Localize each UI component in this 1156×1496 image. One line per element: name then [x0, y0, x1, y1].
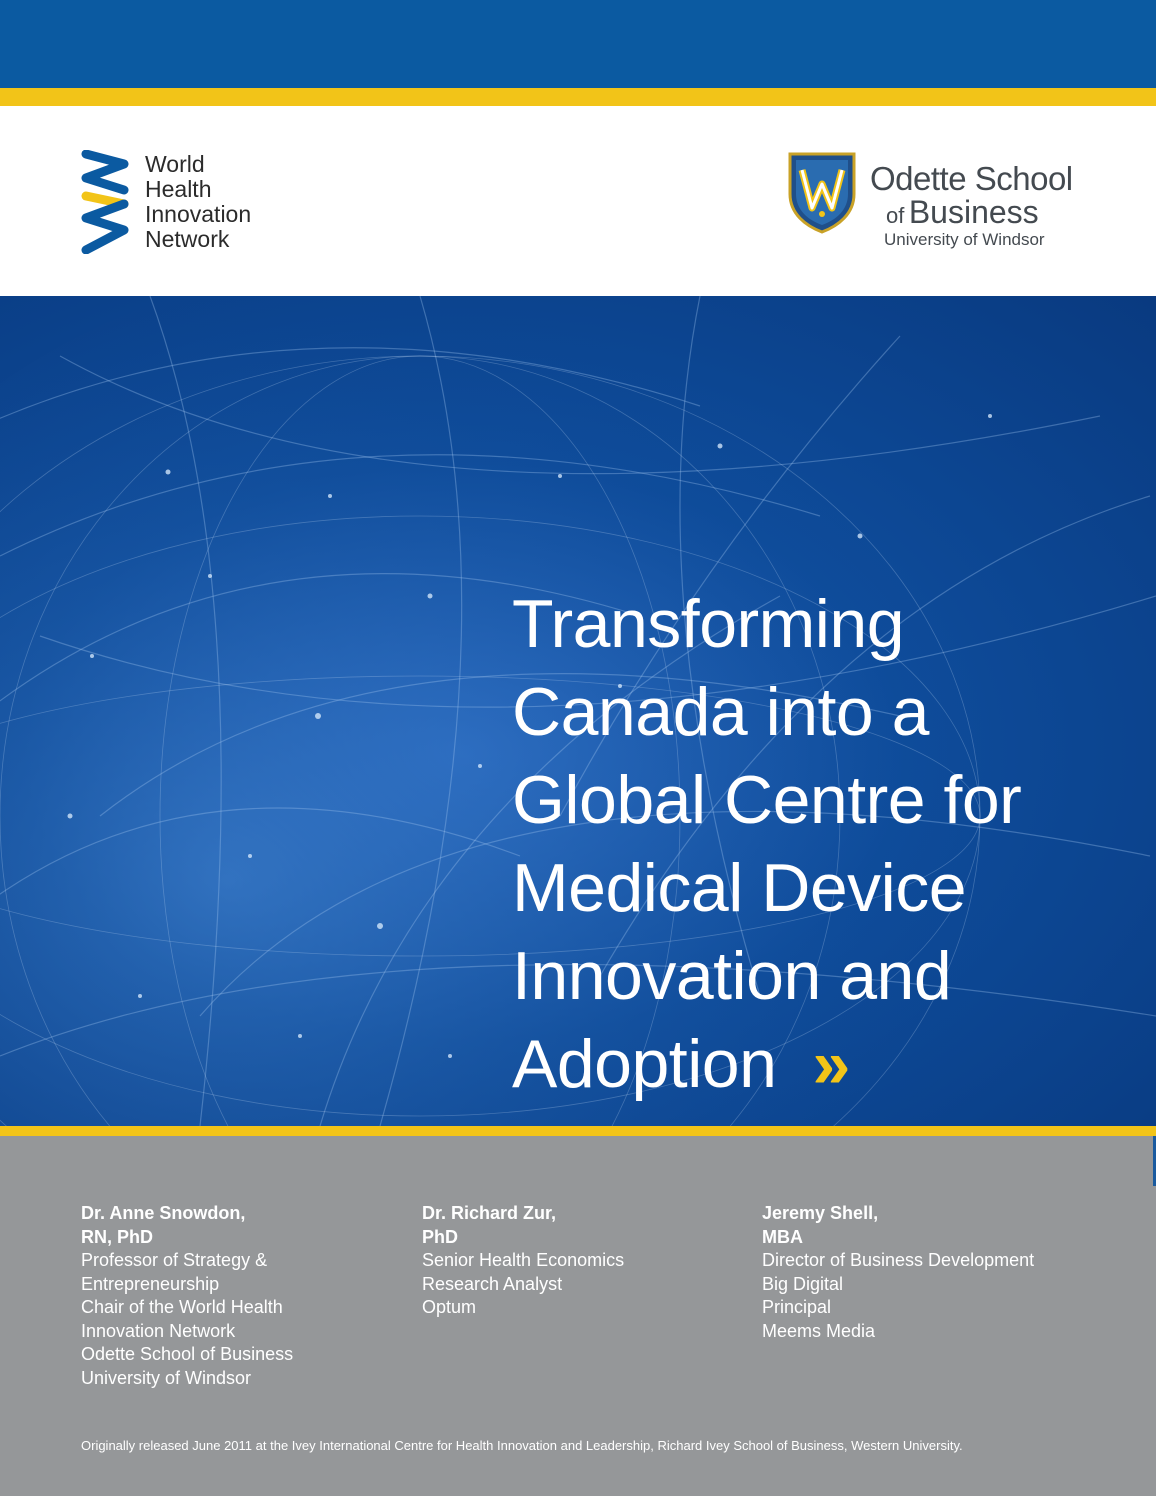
- author-detail: Professor of Strategy &: [81, 1250, 268, 1270]
- release-note: Originally released June 2011 at the Ivey International Centre for Health Innovation and Leadership, Richard Ivey School of Business, Western University.: [81, 1438, 963, 1453]
- title-line-6: [512, 1020, 1132, 1108]
- odette-university-name: University of Windsor: [884, 230, 1045, 249]
- author-name: Dr. Anne Snowdon,: [81, 1203, 246, 1223]
- whin-line-world: World: [145, 151, 205, 177]
- title-line-2: Canada into a: [512, 674, 929, 750]
- author-detail: Big Digital: [762, 1273, 844, 1294]
- whin-line-innovation: Innovation: [145, 201, 252, 227]
- author-credentials: MBA: [762, 1226, 803, 1247]
- odette-school-name: Odette School: [870, 160, 1073, 197]
- author-detail: Meems Media: [762, 1320, 876, 1341]
- author-detail: Chair of the World Health: [81, 1297, 283, 1317]
- odette-business-line: [886, 194, 1039, 231]
- author-name: Dr. Richard Zur,: [422, 1203, 557, 1223]
- title-line-6-text: Adoption: [512, 1026, 777, 1102]
- whin-line-network: Network: [145, 226, 230, 252]
- whin-line-health: Health: [145, 176, 212, 202]
- odette-business: Business: [908, 194, 1039, 230]
- author-credentials: PhD: [422, 1226, 458, 1247]
- whin-logo-text: [145, 152, 251, 252]
- top-gold-stripe: [0, 88, 1156, 106]
- author-detail: Principal: [762, 1297, 832, 1317]
- author-detail: Odette School of Business: [81, 1344, 294, 1364]
- author-detail: Optum: [422, 1297, 477, 1317]
- author-block-snowdon: [81, 1202, 401, 1390]
- authors-footer: [0, 1136, 1156, 1496]
- title-line-5: Innovation and: [512, 938, 952, 1014]
- bottom-gold-stripe: [0, 1126, 1156, 1136]
- title-line-1: Transforming: [512, 586, 905, 662]
- author-block-zur: [422, 1202, 742, 1320]
- author-block-shell: [762, 1202, 1082, 1343]
- author-credentials: RN, PhD: [81, 1226, 153, 1247]
- title-line-4: Medical Device: [512, 850, 967, 926]
- top-blue-band: [0, 0, 1156, 88]
- author-detail: Director of Business Development: [762, 1250, 1035, 1270]
- author-detail: University of Windsor: [81, 1367, 252, 1388]
- author-name: Jeremy Shell,: [762, 1203, 879, 1223]
- whin-logo: [80, 150, 280, 256]
- odette-of: of: [886, 203, 905, 228]
- university-crest-icon: [786, 150, 858, 234]
- author-detail: Senior Health Economics: [422, 1250, 625, 1270]
- whin-logo-icon: [80, 150, 130, 254]
- double-chevron-icon: »: [812, 1026, 845, 1102]
- hero-banner: [0, 296, 1156, 1126]
- author-detail: Research Analyst: [422, 1273, 563, 1294]
- author-detail: Entrepreneurship: [81, 1273, 220, 1294]
- report-title: [512, 580, 1132, 1108]
- author-detail: Innovation Network: [81, 1320, 236, 1341]
- title-line-3: Global Centre for: [512, 762, 1022, 838]
- odette-logo: [786, 150, 1086, 260]
